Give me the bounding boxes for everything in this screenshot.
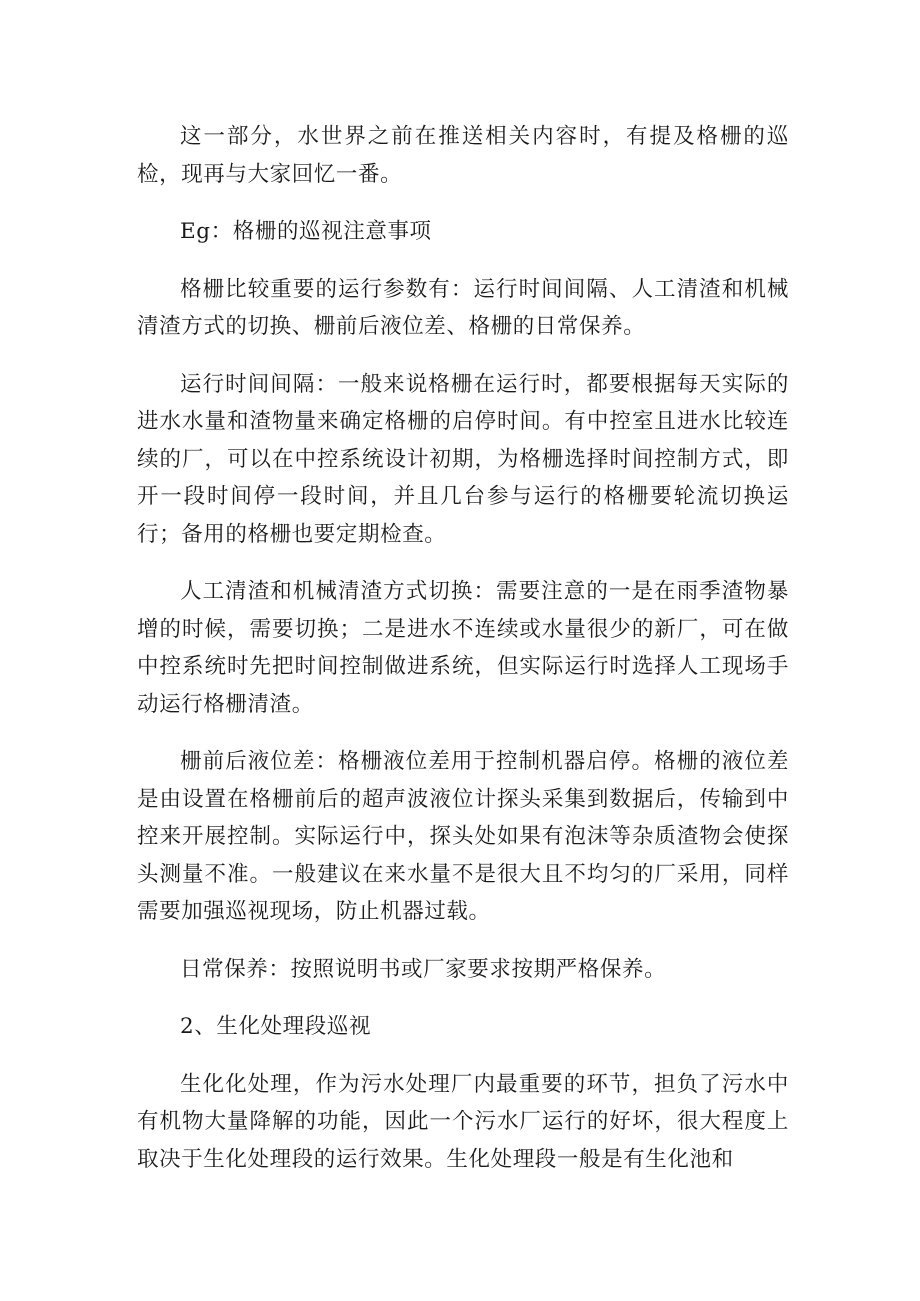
paragraph-biochemical-intro: 生化化处理，作为污水处理厂内最重要的环节，担负了污水中有机物大量降解的功能，因此一个污水厂运行的好坏，很大程度上取决于生化处理段的运行效果。生化处理段一般是有生化池和 bbox=[137, 1071, 789, 1172]
paragraph-example-title: Eg：格栅的巡视注意事项 bbox=[180, 219, 432, 244]
paragraph-run-interval: 运行时间间隔：一般来说格栅在运行时，都要根据每天实际的进水水量和渣物量来确定格栅的启停时间。有中控室且进水比较连续的厂，可以在中控系统设计初期，为格栅选择时间控制方式，即开一段时间停一段时间，并且几台参与运行的格栅要轮流切换运行；备用的格栅也要定期检查。 bbox=[137, 371, 789, 547]
document-page bbox=[137, 118, 789, 1198]
paragraph-daily-maintenance: 日常保养：按照说明书或厂家要求按期严格保养。 bbox=[180, 956, 667, 982]
paragraph-cleaning-mode-switch: 人工清渣和机械清渣方式切换：需要注意的一是在雨季渣物暴增的时候，需要切换；二是进水不连续或水量很少的新厂，可在做中控系统时先把时间控制做进系统，但实际运行时选择人工现场手动运行格栅清渣。 bbox=[137, 579, 789, 717]
paragraph-level-difference: 栅前后液位差：格栅液位差用于控制机器启停。格栅的液位差是由设置在格栅前后的超声波液位计探头采集到数据后，传输到中控来开展控制。实际运行中，探头处如果有泡沫等杂质渣物会使探头测量不准。一般建议在来水量不是很大且不均匀的厂采用，同样需要加强巡视现场，防止机器过载。 bbox=[137, 749, 789, 924]
paragraph-intro: 这一部分，水世界之前在推送相关内容时，有提及格栅的巡检，现再与大家回忆一番。 bbox=[137, 124, 789, 187]
section-heading-biochemical: 2、生化处理段巡视 bbox=[180, 1014, 372, 1039]
paragraph-key-parameters: 格栅比较重要的运行参数有：运行时间间隔、人工清渣和机械清渣方式的切换、栅前后液位差、格栅的日常保养。 bbox=[137, 276, 789, 339]
